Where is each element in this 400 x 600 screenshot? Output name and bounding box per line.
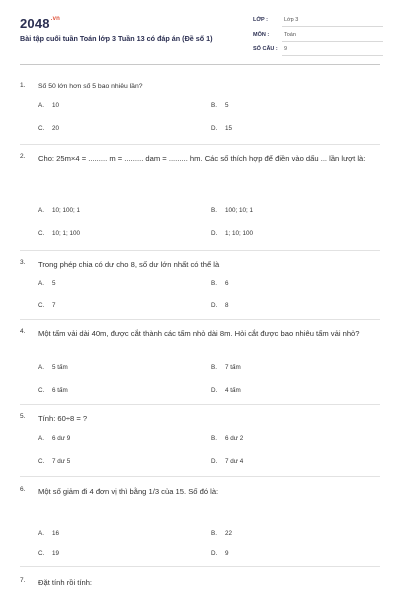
option-text: 15 <box>225 125 233 132</box>
question-number: 7. <box>20 577 26 584</box>
meta-subject-underline <box>282 41 383 42</box>
option-c[interactable] <box>38 458 70 465</box>
logo-main: 2048 <box>20 16 50 31</box>
option-letter: B. <box>211 530 217 537</box>
worksheet-header <box>0 0 400 60</box>
question-text: Một số giảm đi 4 đơn vị thì bằng 1/3 của 15. Số đó là: <box>38 487 219 496</box>
option-letter: B. <box>211 102 217 109</box>
site-logo[interactable] <box>20 16 60 31</box>
question-text: Số 50 lớn hơn số 5 bao nhiêu lần? <box>38 83 143 90</box>
question-text: Đặt tính rồi tính: <box>38 578 93 587</box>
option-a[interactable] <box>38 102 59 109</box>
option-text: 1; 10; 100 <box>225 230 254 237</box>
option-text: 7 tấm <box>225 364 241 371</box>
question-divider <box>20 476 380 477</box>
option-text: 4 tấm <box>225 387 241 394</box>
question-number: 5. <box>20 413 26 420</box>
option-text: 16 <box>52 530 60 537</box>
question-number: 2. <box>20 153 26 160</box>
meta-subject-label: MÔN : <box>253 32 270 38</box>
option-c[interactable] <box>38 387 68 394</box>
option-letter: D. <box>211 387 218 394</box>
option-c[interactable] <box>38 230 80 237</box>
meta-count-underline <box>282 55 383 56</box>
option-text: 5 tấm <box>52 364 68 371</box>
option-letter: A. <box>38 364 44 371</box>
option-b[interactable] <box>211 530 232 537</box>
option-text: 19 <box>52 550 60 557</box>
worksheet-title: Bài tập cuối tuần Toán lớp 3 Tuần 13 có đáp án (Đề số 1) <box>20 34 213 43</box>
option-letter: A. <box>38 280 44 287</box>
option-b[interactable] <box>211 364 241 371</box>
option-d[interactable] <box>211 230 253 237</box>
option-b[interactable] <box>211 102 229 109</box>
option-letter: C. <box>38 387 45 394</box>
option-a[interactable] <box>38 530 59 537</box>
meta-grade-value: Lớp 3 <box>284 17 299 23</box>
option-letter: C. <box>38 230 45 237</box>
option-text: 9 <box>225 550 229 557</box>
option-letter: B. <box>211 435 217 442</box>
option-letter: B. <box>211 207 217 214</box>
meta-count-label: SỐ CÂU : <box>253 46 278 52</box>
option-text: 6 dư 2 <box>225 435 244 442</box>
question-divider <box>20 144 380 145</box>
option-letter: C. <box>38 550 45 557</box>
option-text: 8 <box>225 302 229 309</box>
option-text: 5 <box>225 102 229 109</box>
option-b[interactable] <box>211 207 253 214</box>
option-letter: B. <box>211 280 217 287</box>
option-letter: A. <box>38 207 44 214</box>
option-text: 20 <box>52 125 60 132</box>
option-letter: D. <box>211 550 218 557</box>
question-text: Một tấm vải dài 40m, được cắt thành các tấm nhỏ dài 8m. Hỏi cắt được bao nhiêu tấm vải nhỏ? <box>38 329 360 338</box>
option-letter: B. <box>211 364 217 371</box>
option-text: 10; 1; 100 <box>52 230 81 237</box>
header-divider <box>20 64 380 65</box>
option-text: 6 dư 9 <box>52 435 71 442</box>
question-divider <box>20 319 380 320</box>
option-d[interactable] <box>211 125 232 132</box>
option-text: 7 dư 5 <box>52 458 71 465</box>
question-text: Trong phép chia có dư cho 8, số dư lớn nhất có thể là <box>38 260 220 269</box>
option-text: 7 dư 4 <box>225 458 244 465</box>
meta-grade-underline <box>282 26 383 27</box>
question-text: Cho: 25m×4 = ......... m = ......... dam = ......... hm. Các số thích hợp để điền vào dấu ... lần lượt là: <box>38 154 366 163</box>
question-number: 1. <box>20 82 26 89</box>
option-a[interactable] <box>38 207 80 214</box>
meta-count-value: 9 <box>284 46 288 52</box>
option-text: 6 <box>225 280 229 287</box>
option-letter: C. <box>38 458 45 465</box>
option-letter: D. <box>211 230 218 237</box>
option-c[interactable] <box>38 302 56 309</box>
option-text: 6 tấm <box>52 387 68 394</box>
meta-subject-value: Toán <box>284 32 296 38</box>
option-letter: D. <box>211 458 218 465</box>
option-letter: C. <box>38 125 45 132</box>
option-text: 10; 100; 1 <box>52 207 81 214</box>
question-number: 6. <box>20 486 26 493</box>
question-number: 4. <box>20 328 26 335</box>
option-c[interactable] <box>38 550 59 557</box>
option-b[interactable] <box>211 280 229 287</box>
option-d[interactable] <box>211 458 243 465</box>
option-text: 7 <box>52 302 56 309</box>
option-a[interactable] <box>38 280 56 287</box>
question-number: 3. <box>20 259 26 266</box>
option-letter: A. <box>38 530 44 537</box>
meta-grade-label: LỚP : <box>253 17 268 23</box>
option-text: 5 <box>52 280 56 287</box>
option-a[interactable] <box>38 364 68 371</box>
question-divider <box>20 566 380 567</box>
question-divider <box>20 404 380 405</box>
option-text: 10 <box>52 102 60 109</box>
option-b[interactable] <box>211 435 243 442</box>
option-letter: D. <box>211 302 218 309</box>
option-letter: A. <box>38 102 44 109</box>
option-text: 22 <box>225 530 233 537</box>
option-text: 100; 10; 1 <box>225 207 254 214</box>
option-d[interactable] <box>211 387 241 394</box>
option-letter: D. <box>211 125 218 132</box>
option-d[interactable] <box>211 302 229 309</box>
option-d[interactable] <box>211 550 229 557</box>
logo-suffix: .vn <box>50 16 61 22</box>
option-letter: A. <box>38 435 44 442</box>
option-letter: C. <box>38 302 45 309</box>
question-divider <box>20 250 380 251</box>
question-text: Tính: 60÷8 = ? <box>38 414 88 423</box>
option-a[interactable] <box>38 435 70 442</box>
option-c[interactable] <box>38 125 59 132</box>
